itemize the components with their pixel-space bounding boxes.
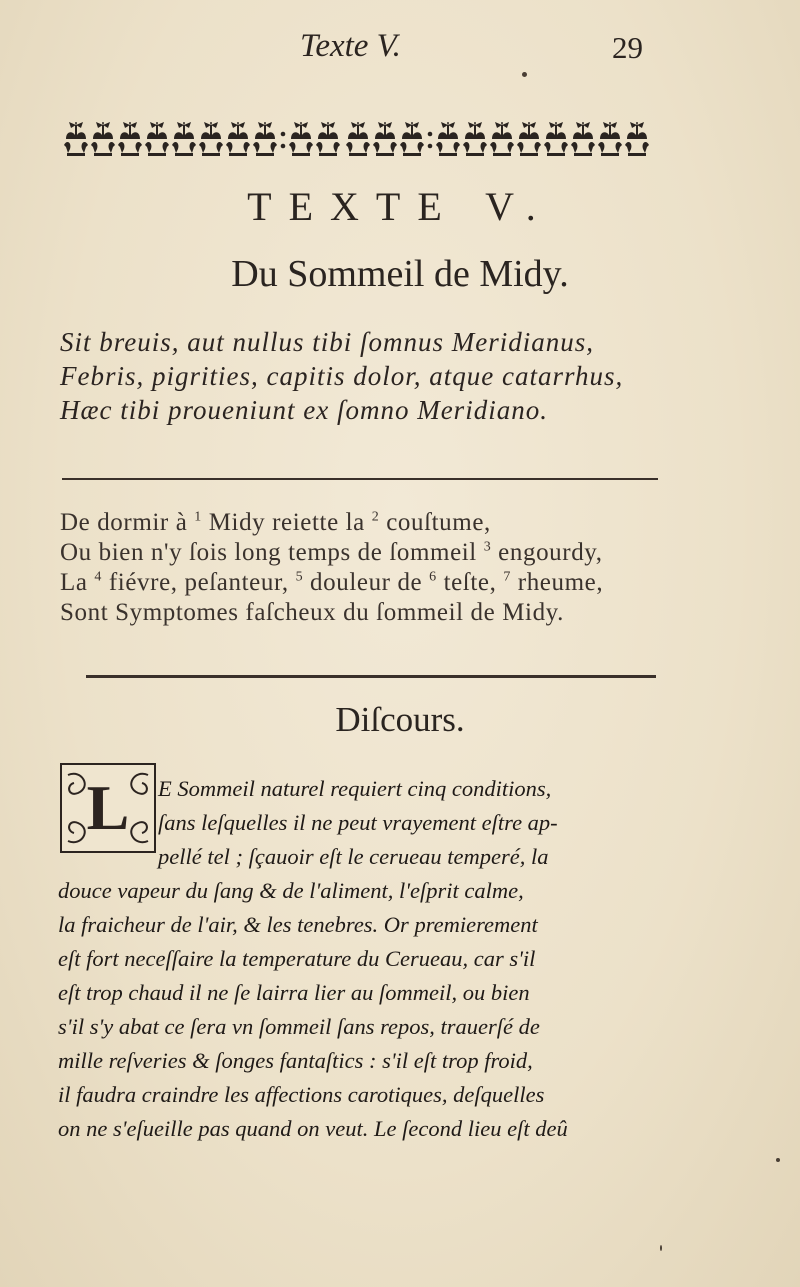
note-marker: 3	[483, 539, 492, 555]
french-verse-line: Sont Symptomes faſcheux du ſommeil de Midy.	[60, 599, 564, 626]
body-line: s'il s'y abat ce ſera vn ſommeil ſans repos, trauerſé de	[58, 1014, 540, 1039]
body-line: on ne s'eſueille pas quand on veut. Le ſecond lieu eſt deû	[58, 1116, 568, 1141]
body-line: il faudra craindre les affections carotiques, deſquelles	[58, 1082, 545, 1107]
latin-verse-line: Febris, pigrities, capitis dolor, atque catarrhus,	[60, 361, 624, 391]
french-verse	[60, 508, 680, 628]
section-title: TEXTE V.	[247, 184, 553, 229]
body-line: eſt fort neceſſaire la temperature du Cerueau, car s'il	[58, 946, 536, 971]
running-head	[0, 22, 800, 72]
body-line: ſans leſquelles il ne peut vrayement eſtre ap-	[158, 810, 558, 835]
paper-speck	[660, 1245, 662, 1251]
body-line: pellé tel ; ſçauoir eſt le cerueau temperé, la	[158, 844, 549, 869]
body-line: E Sommeil naturel requiert cinq conditions,	[158, 776, 552, 801]
section-subtitle: Du Sommeil de Midy.	[231, 253, 569, 295]
note-marker: 4	[94, 569, 103, 585]
dropcap-letter: L	[86, 772, 130, 843]
french-verse-line: La $^4$ fiévre, peſanteur, $^5$ douleur de $^6$ teſte, $^7$ rheume,	[60, 569, 604, 596]
fleuron-ornament-band	[64, 116, 656, 160]
french-verse-line: De dormir à $^1$ Midy reiette la $^2$ couſtume,	[60, 509, 491, 536]
page-number: 29	[612, 30, 643, 65]
horizontal-rule	[86, 675, 656, 678]
note-marker: 1	[194, 509, 202, 525]
body-line: mille reſveries & ſonges fantaſtics : s'il eſt trop froid,	[58, 1048, 533, 1073]
horizontal-rule	[62, 478, 658, 480]
french-verse-line: Ou bien n'y ſois long temps de ſommeil $^3$ engourdy,	[60, 539, 603, 566]
latin-verse-line: Hæc tibi proueniunt ex ſomno Meridiano.	[60, 395, 548, 425]
discours-heading: Diſcours.	[335, 700, 465, 739]
running-title: Texte V.	[300, 28, 401, 64]
latin-verse-line: Sit breuis, aut nullus tibi ſomnus Meridianus,	[60, 327, 595, 357]
paper-speck	[776, 1158, 780, 1162]
discours-body	[58, 772, 704, 1146]
note-marker: 7	[503, 569, 511, 585]
note-marker: 6	[429, 569, 437, 585]
body-line: douce vapeur du ſang & de l'aliment, l'eſprit calme,	[58, 878, 524, 903]
note-marker: 2	[371, 509, 380, 525]
body-line: la fraicheur de l'air, & les tenebres. Or premierement	[58, 912, 538, 937]
latin-verse	[60, 325, 700, 427]
note-marker: 5	[295, 569, 304, 585]
paper-speck	[522, 72, 527, 77]
body-line: eſt trop chaud il ne ſe lairra lier au ſommeil, ou bien	[58, 980, 530, 1005]
